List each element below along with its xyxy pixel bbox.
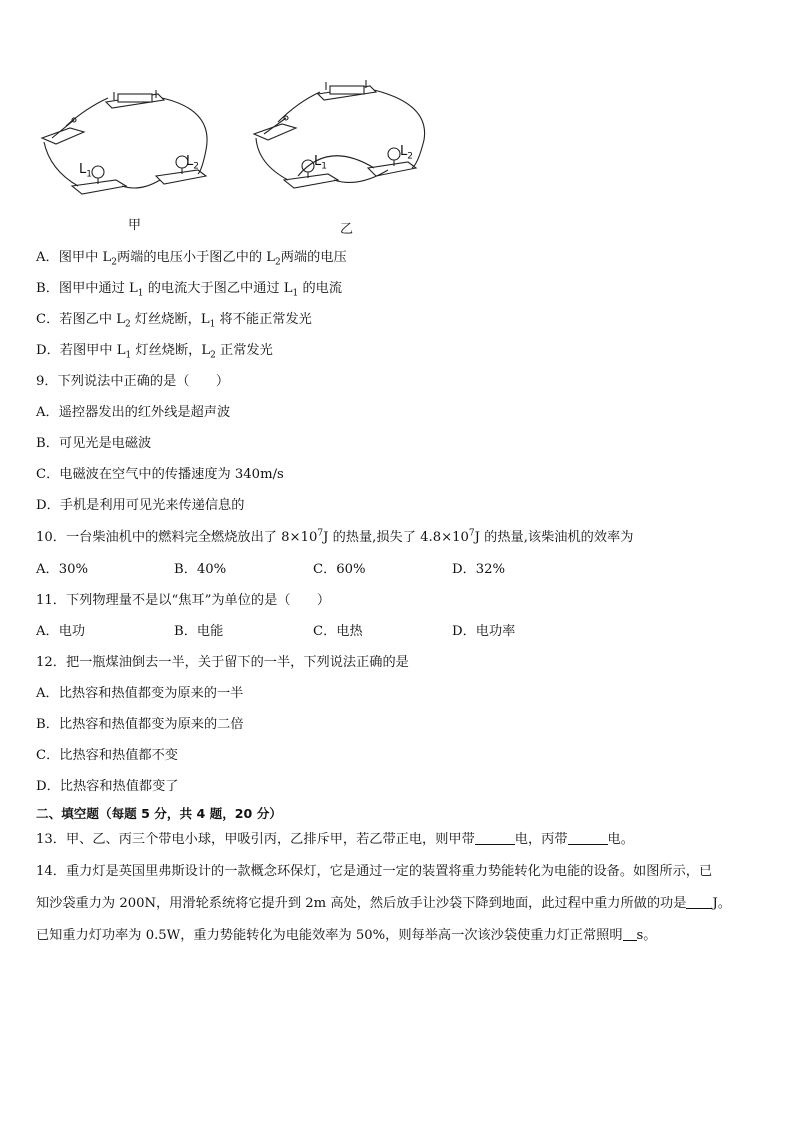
q13-stem: 13．甲、乙、丙三个带电小球，甲吸引丙，乙排斥甲，若乙带正电，则甲带 电，丙带 电。 [36,832,634,847]
q11-option-d: D．电功率 [452,624,516,639]
q8-option-a: A．图甲中 $L_2$两端的电压小于图乙中的 $L_2$两端的电压 [36,250,347,268]
q12-stem: 12．把一瓶煤油倒去一半，关于留下的一半，下列说法正确的是 [36,655,409,670]
q10-option-b: B．40% [174,562,227,577]
circuit-a [42,90,207,194]
q14-line-1: 14．重力灯是英国里弗斯设计的一款概念环保灯，它是通过一定的装置将重力势能转化为电能的设备。如图所示，已 [36,864,713,879]
q9-option-a: A．遥控器发出的红外线是超声波 [36,405,231,420]
q10-option-c: C．60% [313,562,366,577]
q11-stem: 11．下列物理量不是以“焦耳”为单位的是（ ） [36,593,331,608]
q14-line-2: 知沙袋重力为 200N，用滑轮系统将它提升到 2m 高处，然后放手让沙袋下降到地面，此过程中重力所做的功是 J。 [36,896,731,911]
q13-blank-2[interactable] [568,831,608,845]
q8-option-d: D．若图甲中 $L_1$ 灯丝烧断，$L_2$ 正常发光 [36,343,273,361]
figure-label-yi: 乙 [340,222,354,237]
q10-option-a: A．30% [36,562,89,577]
q11-option-c: C．电热 [313,624,363,639]
q9-option-b: B．可见光是电磁波 [36,436,152,451]
q14-line-3: 已知重力灯功率为 0.5W，重力势能转化为电能效率为 50%，则每举高一次该沙袋使重力灯正常照明 s。 [36,928,657,943]
q12-option-b: B．比热容和热值都变为原来的二倍 [36,717,244,732]
q9-option-d: D．手机是利用可见光来传递信息的 [36,498,245,513]
q8-option-b: B．图甲中通过 $L_1$ 的电流大于图乙中通过 $L_1$ 的电流 [36,281,343,299]
circuit-diagrams [36,80,456,240]
q11-option-b: B．电能 [174,624,224,639]
section-heading-fill-blank: 二、填空题（每题 5 分，共 4 题，20 分） [36,806,282,821]
q14-blank-time[interactable] [623,927,637,941]
q12-option-d: D．比热容和热值都变了 [36,779,179,794]
lamp-l1-label-a: $L_1$ [79,162,92,180]
lamp-l2-label-a: $L_2$ [186,154,199,172]
q12-option-c: C．比热容和热值都不变 [36,748,178,763]
q13-blank-1[interactable] [475,831,515,845]
q11-option-a: A．电功 [36,624,86,639]
q14-blank-work[interactable] [686,895,712,909]
lamp-l2-label-b: $L_2$ [400,144,413,162]
circuit-b [254,80,425,188]
q9-stem: 9．下列说法中正确的是（ ） [36,374,230,389]
figure-label-jia: 甲 [128,218,142,233]
q10-option-d: D．32% [452,562,506,577]
q9-option-c: C．电磁波在空气中的传播速度为 340m/s [36,467,284,482]
lamp-l1-label-b: $L_1$ [314,154,327,172]
q8-option-c: C．若图乙中 $L_2$ 灯丝烧断，$L_1$ 将不能正常发光 [36,312,312,330]
q10-stem: 10．一台柴油机中的燃料完全燃烧放出了 $8\times 10^7J$ 的热量,损失了 $4.8\times 10^7J$ 的热量,该柴油机的效率为 [36,528,634,545]
q12-option-a: A．比热容和热值都变为原来的一半 [36,686,244,701]
circuit-figure [36,80,456,240]
